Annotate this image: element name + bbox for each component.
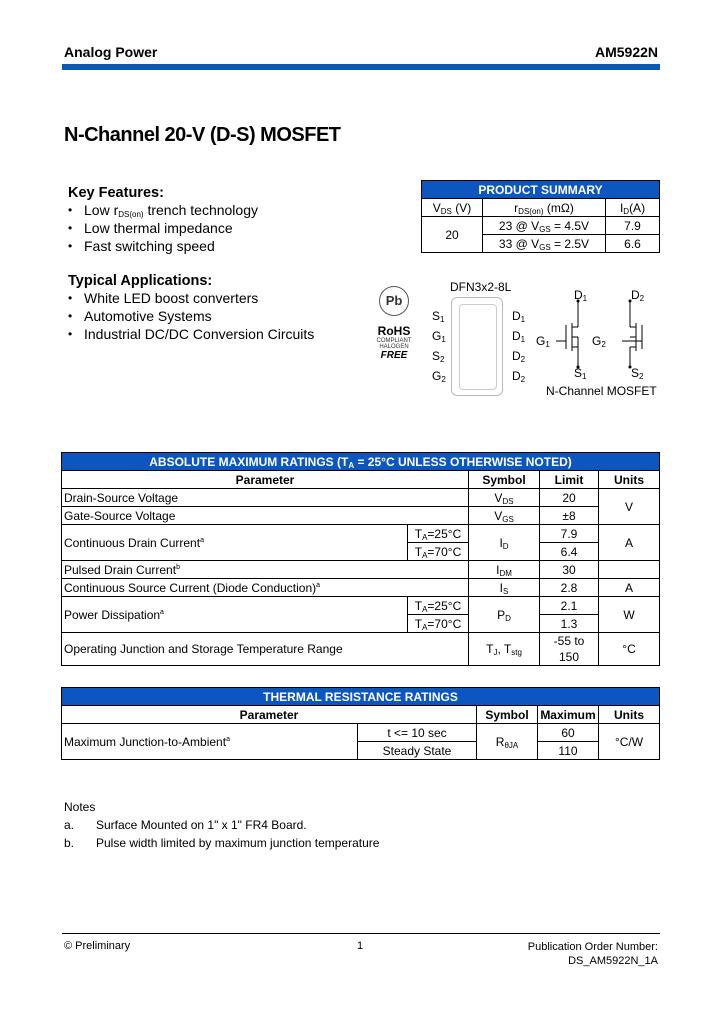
footer-divider	[62, 933, 660, 934]
table-row: Drain-Source Voltage $V_{DS}$ 20 V	[62, 489, 660, 507]
table-row: Gate-Source Voltage $V_{GS}$ ±8	[62, 507, 660, 525]
pin-label: $S_1$	[432, 309, 445, 324]
notes-heading: Notes	[64, 800, 96, 814]
table-row: $V_{DS}$ (V) $r_{DS(on)}$ (mΩ) $I_D(A)$	[422, 199, 660, 217]
table-row: Pulsed Drain Current$^b$ $I_{DM}$ 30	[62, 561, 660, 579]
pin-label: $D_1$	[512, 329, 526, 344]
table-row: Power Dissipation$^a$ $T_A=25^\circ C$ $P_D$ 2.1 W	[62, 597, 660, 615]
schematic-s2: $S_2$	[631, 366, 644, 381]
table-row: 20 23 @ $V_{GS} = 4.5V$ 7.9	[422, 217, 660, 235]
rohs-free: FREE	[380, 350, 408, 361]
package-name: DFN3x2-8L	[450, 280, 512, 294]
pb-free-icon: Pb	[379, 286, 409, 316]
table-row: Maximum Junction-to-Ambient$^a$ t <= 10 sec $R_{\theta JA}$ 60 °C/W	[62, 724, 660, 742]
applications-heading: Typical Applications:	[68, 273, 213, 289]
pin-label: $S_2$	[432, 349, 445, 364]
company-name: Analog Power	[64, 44, 158, 60]
typical-applications	[68, 273, 314, 343]
schematic-d2: $D_2$	[631, 288, 645, 303]
table-row: $T_A=70^\circ C$ 1.3	[62, 615, 660, 633]
table-row: Operating Junction and Storage Temperature Range $T_J$, $T_{stg}$ -55 to 150 °C	[62, 633, 660, 666]
schematic-caption: N-Channel MOSFET	[546, 384, 657, 398]
page-number: 1	[357, 940, 364, 952]
rohs-label: RoHS	[377, 324, 411, 338]
key-features-list	[68, 201, 258, 255]
table-row: Steady State 110	[62, 742, 660, 760]
rohs-halogen: HALOGEN	[379, 344, 409, 350]
pin-label: $D_2$	[512, 349, 526, 364]
footer-copyright: © Preliminary	[64, 940, 131, 952]
header-bar	[62, 64, 660, 70]
schematic-s1: $S_1$	[574, 366, 587, 381]
table-row: $T_A=70^\circ C$ 6.4	[62, 543, 660, 561]
package-inner	[459, 304, 497, 390]
pin-label: $G_1$	[432, 329, 446, 344]
pin-label: $G_2$	[432, 369, 446, 384]
key-features-heading: Key Features:	[68, 185, 164, 201]
list-item: • Low thermal impedance	[68, 219, 258, 237]
rohs-badge	[372, 286, 416, 361]
part-number: AM5922N	[594, 44, 658, 60]
pin-label: $D_2$	[512, 369, 526, 384]
absolute-maximum-ratings-table	[61, 452, 660, 666]
product-summary-table	[421, 180, 660, 253]
thermal-resistance-table	[61, 687, 660, 760]
note-item: b. Pulse width limited by maximum junction temperature	[64, 836, 380, 850]
schematic-d1: $D_1$	[574, 288, 588, 303]
notes	[64, 798, 379, 852]
list-item: • Automotive Systems	[68, 307, 314, 325]
schematic-g1: $G_1$	[536, 334, 550, 349]
table-row: Parameter Symbol Limit Units	[62, 471, 660, 489]
product-summary-title: PRODUCT SUMMARY	[422, 181, 660, 199]
list-item: • White LED boost converters	[68, 289, 314, 307]
table-row: Continuous Source Current (Diode Conduction)$^a$ $I_S$ 2.8 A	[62, 579, 660, 597]
table-row: Continuous Drain Current$^a$ $T_A=25^\circ C$ $I_D$ 7.9 A	[62, 525, 660, 543]
publication-number: Publication Order Number: DS_AM5922N_1A	[527, 941, 658, 967]
list-item: • Industrial DC/DC Conversion Circuits	[68, 325, 314, 343]
page-title: N-Channel 20-V (D-S) MOSFET	[64, 124, 341, 146]
thermal-title: THERMAL RESISTANCE RATINGS	[62, 688, 660, 706]
pin-label: $D_1$	[512, 309, 526, 324]
list-item: • Fast switching speed	[68, 237, 258, 255]
right-pins	[512, 306, 525, 386]
applications-list	[68, 289, 314, 343]
schematic-g2: $G_2$	[592, 334, 606, 349]
abs-max-title: ABSOLUTE MAXIMUM RATINGS ($T_A = 25^\circ C$ UNLESS OTHERWISE NOTED)	[62, 453, 660, 471]
rohs-compliant: COMPLIANT	[376, 338, 412, 344]
left-pins	[432, 306, 446, 386]
key-features	[68, 185, 258, 255]
list-item: • Low $r_{DS(on)}$ trench technology	[68, 201, 258, 219]
table-row: Parameter Symbol Maximum Units	[62, 706, 660, 724]
table-row: 33 @ $V_{GS} = 2.5V$ 6.6	[422, 235, 660, 253]
note-item: a. Surface Mounted on 1" x 1" FR4 Board.	[64, 818, 307, 832]
